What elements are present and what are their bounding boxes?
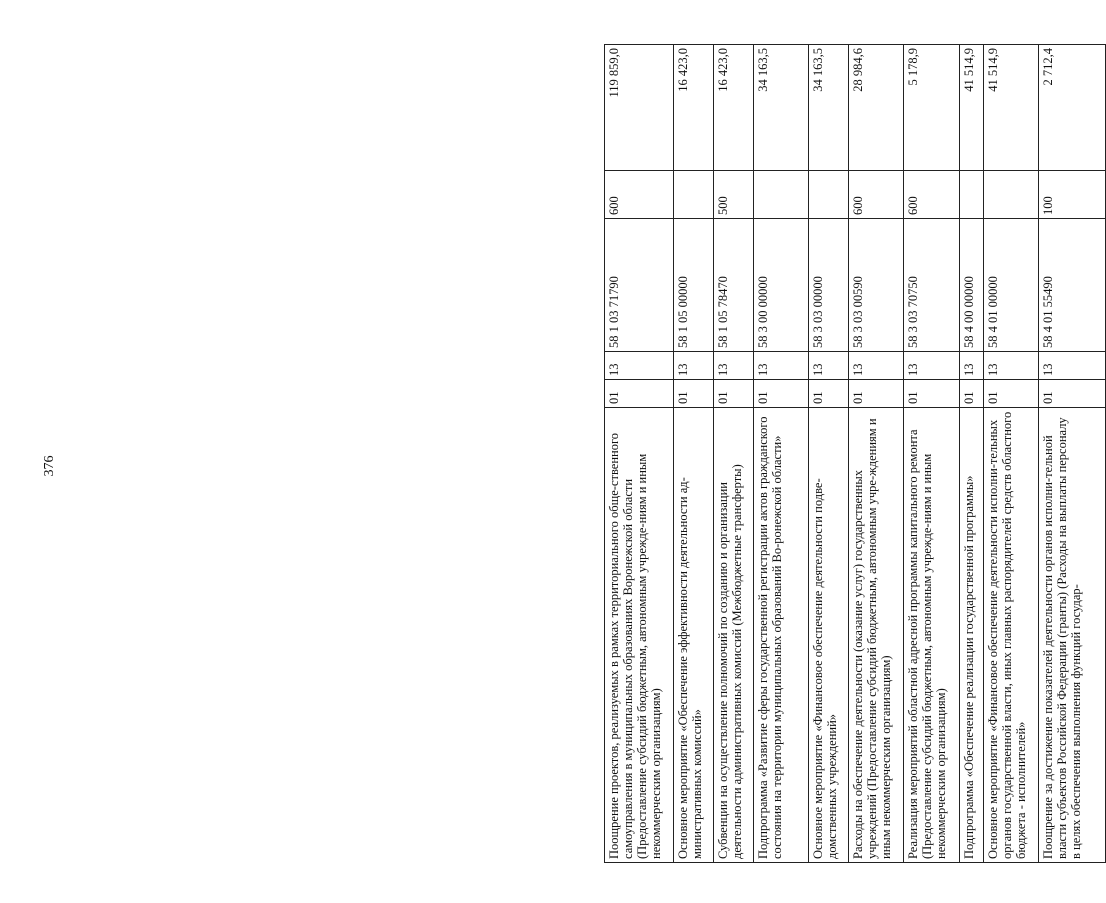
row-section: 01	[753, 380, 808, 408]
row-section: 01	[808, 380, 848, 408]
row-target-code: 58 3 03 70750	[904, 219, 959, 352]
table-row	[983, 45, 1038, 863]
row-target-code: 58 1 05 78470	[713, 219, 753, 352]
row-expense-type: 600	[904, 171, 959, 219]
page-number: 376	[42, 455, 57, 477]
row-target-code: 58 1 03 71790	[605, 219, 674, 352]
table-row	[808, 45, 848, 863]
row-subsection: 13	[904, 352, 959, 380]
row-expense-type	[753, 171, 808, 219]
budget-table	[604, 44, 1106, 863]
table-row	[1039, 45, 1106, 863]
row-amount: 16 423,0	[713, 45, 753, 171]
row-amount: 41 514,9	[959, 45, 983, 171]
row-amount: 2 712,4	[1039, 45, 1106, 171]
table-row	[959, 45, 983, 863]
row-target-code: 58 1 05 00000	[673, 219, 713, 352]
row-subsection: 13	[605, 352, 674, 380]
row-section: 01	[1039, 380, 1106, 408]
row-description: Подпрограмма «Обеспечение реализации государственной программы»	[959, 408, 983, 863]
row-expense-type: 500	[713, 171, 753, 219]
row-target-code: 58 4 01 00000	[983, 219, 1038, 352]
budget-table-body	[605, 45, 1106, 863]
row-description: Субвенции на осуществление полномочий по созданию и организации деятельности административных комиссий (Межбюджетные трансферты)	[713, 408, 753, 863]
row-target-code: 58 3 03 00590	[848, 219, 903, 352]
row-amount: 5 178,9	[904, 45, 959, 171]
row-expense-type: 100	[1039, 171, 1106, 219]
row-section: 01	[605, 380, 674, 408]
row-subsection: 13	[983, 352, 1038, 380]
row-amount: 41 514,9	[983, 45, 1038, 171]
row-description: Поощрение за достижение показателей деятельности органов исполни-тельной власти субъектов Российской Федерации (гранты) (Расходы на выплаты персоналу в целях обеспечения выполнения функций государ-	[1039, 408, 1106, 863]
row-expense-type: 600	[605, 171, 674, 219]
row-description: Основное мероприятие «Обеспечение эффективности деятельности ад-министративных комиссий»	[673, 408, 713, 863]
row-expense-type	[983, 171, 1038, 219]
row-subsection: 13	[848, 352, 903, 380]
row-description: Поощрение проектов, реализуемых в рамках территориального обще-ственного самоуправления в муниципальных образованиях Воронежской области (Предоставление субсидий бюджетным, автономным учрежде-ниям и иным некоммерческим организациям)	[605, 408, 674, 863]
row-description: Реализация мероприятий областной адресной программы капитального ремонта (Предоставление субсидий бюджетным, автономным учрежде-ниям и иным некоммерческим организациям)	[904, 408, 959, 863]
row-subsection: 13	[753, 352, 808, 380]
row-subsection: 13	[808, 352, 848, 380]
row-description: Подпрограмма «Развитие сферы государственной регистрации актов гражданского состояния на территории муниципальных образований Во-ронежской области»	[753, 408, 808, 863]
row-description: Основное мероприятие «Финансовое обеспечение деятельности подве-домственных учреждений»	[808, 408, 848, 863]
table-row	[753, 45, 808, 863]
row-expense-type	[959, 171, 983, 219]
row-section: 01	[983, 380, 1038, 408]
row-amount: 34 163,5	[808, 45, 848, 171]
table-row	[848, 45, 903, 863]
row-subsection: 13	[959, 352, 983, 380]
row-subsection: 13	[1039, 352, 1106, 380]
row-amount: 119 859,0	[605, 45, 674, 171]
row-amount: 16 423,0	[673, 45, 713, 171]
row-target-code: 58 4 00 00000	[959, 219, 983, 352]
table-row	[673, 45, 713, 863]
row-target-code: 58 3 00 00000	[753, 219, 808, 352]
row-section: 01	[959, 380, 983, 408]
row-expense-type: 600	[848, 171, 903, 219]
row-target-code: 58 3 03 00000	[808, 219, 848, 352]
row-subsection: 13	[673, 352, 713, 380]
row-section: 01	[904, 380, 959, 408]
row-expense-type	[808, 171, 848, 219]
row-description: Основное мероприятие «Финансовое обеспечение деятельности исполни-тельных органов государственной власти, иных главных распорядителей средств областного бюджета - исполнителей»	[983, 408, 1038, 863]
row-section: 01	[848, 380, 903, 408]
table-row	[713, 45, 753, 863]
rotated-table-container	[604, 45, 1106, 863]
row-amount: 28 984,6	[848, 45, 903, 171]
table-row	[605, 45, 674, 863]
row-target-code: 58 4 01 55490	[1039, 219, 1106, 352]
row-section: 01	[713, 380, 753, 408]
row-description: Расходы на обеспечение деятельности (оказание услуг) государственных учреждений (Предоставление субсидий бюджетным, автономным учре-ждениям и иным некоммерческим организациям)	[848, 408, 903, 863]
row-amount: 34 163,5	[753, 45, 808, 171]
row-expense-type	[673, 171, 713, 219]
row-subsection: 13	[713, 352, 753, 380]
row-section: 01	[673, 380, 713, 408]
table-row	[904, 45, 959, 863]
